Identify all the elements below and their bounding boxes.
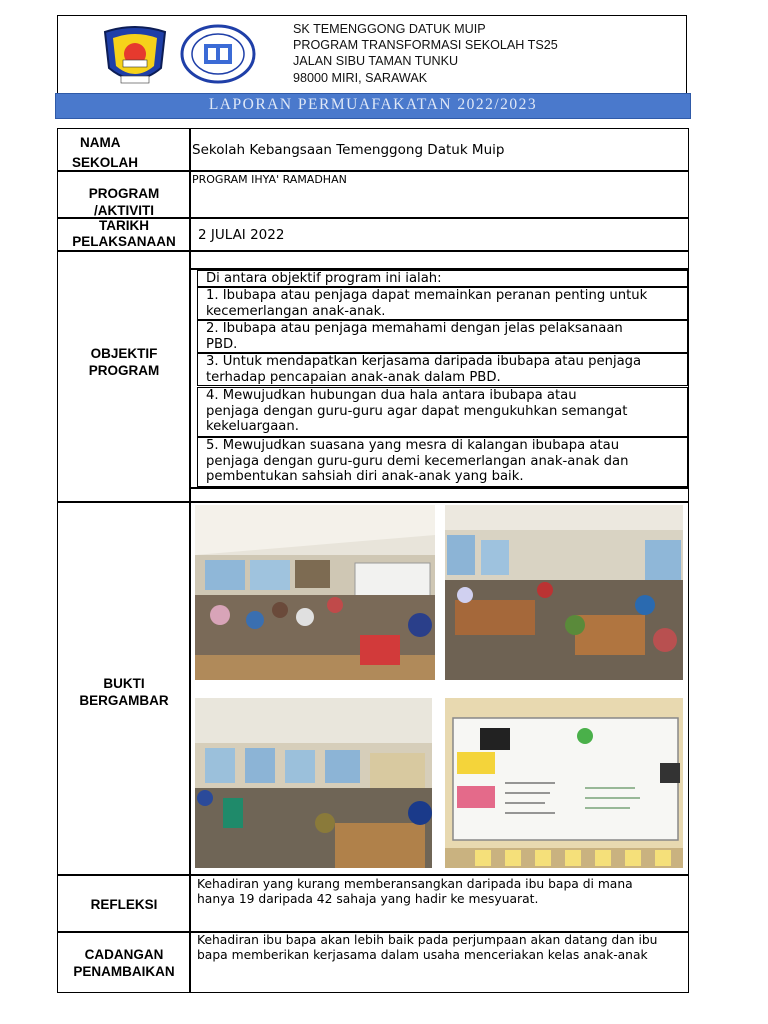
objektif-text: kekeluargaan. [206,419,299,434]
objektif-text: terhadap pencapaian anak-anak dalam PBD. [206,369,501,385]
label-line: PROGRAM [88,363,160,378]
label-line: NAMA [80,135,121,150]
label-line: PROGRAM [88,186,160,201]
refleksi-line: Kehadiran yang kurang memberansangkan daripada ibu bapa di mana [197,877,633,891]
nama-sekolah-value: Sekolah Kebangsaan Temenggong Datuk Muip [192,142,505,158]
cadangan-text [197,933,657,963]
label-line: TARIKH [99,218,149,233]
objektif-text: 4. Mewujudkan hubungan dua hala antara ibubapa atau [206,388,577,403]
postcode-city: 98000 MIRI, SARAWAK [293,70,428,85]
cadangan-label [62,946,186,980]
program-name: PROGRAM TRANSFORMASI SEKOLAH TS25 [293,38,558,53]
photo-whiteboard-notes [445,698,683,868]
photo-classroom-meeting-3 [195,698,432,868]
photo-classroom-meeting-2 [445,505,683,680]
label-line: BUKTI [103,676,145,691]
label-line: SEKOLAH [72,155,139,170]
program-label [62,185,186,219]
street-address: JALAN SIBU TAMAN TUNKU [293,54,459,69]
school-name: SK TEMENGGONG DATUK MUIP [293,22,486,36]
cell-divider [189,487,689,489]
program-value: PROGRAM IHYA' RAMADHAN [192,173,347,186]
objektif-item-5 [197,437,688,487]
ts25-logo [180,24,256,84]
cadangan-line: bapa memberikan kerjasama dalam usaha menceriakan kelas anak-anak [197,948,648,962]
objektif-text: 2. Ibubapa atau penjaga memahami dengan jelas pelaksanaan [206,321,623,336]
label-line: PELAKSANAAN [72,233,176,249]
row-divider [57,501,689,503]
objektif-item-1 [197,287,688,320]
label-line: OBJEKTIF [90,346,158,361]
column-divider [189,128,191,993]
tarikh-label [62,218,186,249]
objektif-text: 5. Mewujudkan suasana yang mesra di kalangan ibubapa atau [206,438,620,453]
objektif-text: penjaga dengan guru-guru agar dapat mengukuhkan semangat [206,403,628,419]
nama-sekolah-label [72,133,139,173]
school-address [293,21,558,86]
letterhead [57,15,687,95]
photo-classroom-meeting-1 [195,505,435,680]
row-divider [57,170,689,172]
cadangan-line: Kehadiran ibu bapa akan lebih baik pada perjumpaan akan datang dan ibu [197,933,658,947]
objektif-text: PBD. [206,336,238,352]
tarikh-value: 2 JULAI 2022 [198,227,285,243]
objektif-text: kecemerlangan anak-anak. [206,303,386,319]
refleksi-line: hanya 19 daripada 42 sahaja yang hadir ke mesyuarat. [197,892,539,906]
label-line: PENAMBAIKAN [73,964,175,979]
objektif-text: penjaga dengan guru-guru demi kecemerlangan anak-anak dan [206,453,629,469]
report-title-banner [55,93,691,119]
objektif-text: 3. Untuk mendapatkan kerjasama daripada ibubapa atau penjaga [206,354,642,369]
label-line: CADANGAN [84,947,164,962]
row-divider [57,250,689,252]
report-title: LAPORAN PERMUAFAKATAN 2022/2023 [208,96,538,113]
row-divider [57,874,689,876]
objektif-item-3 [197,353,688,386]
refleksi-text [197,877,633,907]
objektif-text: pembentukan sahsiah diri anak-anak yang baik. [206,469,524,484]
objektif-item-2 [197,320,688,353]
objektif-intro-text: Di antara objektif program ini ialah: [206,271,442,286]
objektif-intro [197,270,688,287]
objektif-text: 1. Ibubapa atau penjaga dapat memainkan peranan penting untuk [206,288,648,303]
refleksi-label: REFLEKSI [90,897,158,912]
objektif-item-4 [197,387,688,437]
bukti-label [62,675,186,709]
objektif-label [62,345,186,379]
school-crest-logo [99,24,171,92]
label-line: /AKTIVITI [94,203,154,218]
label-line: BERGAMBAR [79,693,169,708]
